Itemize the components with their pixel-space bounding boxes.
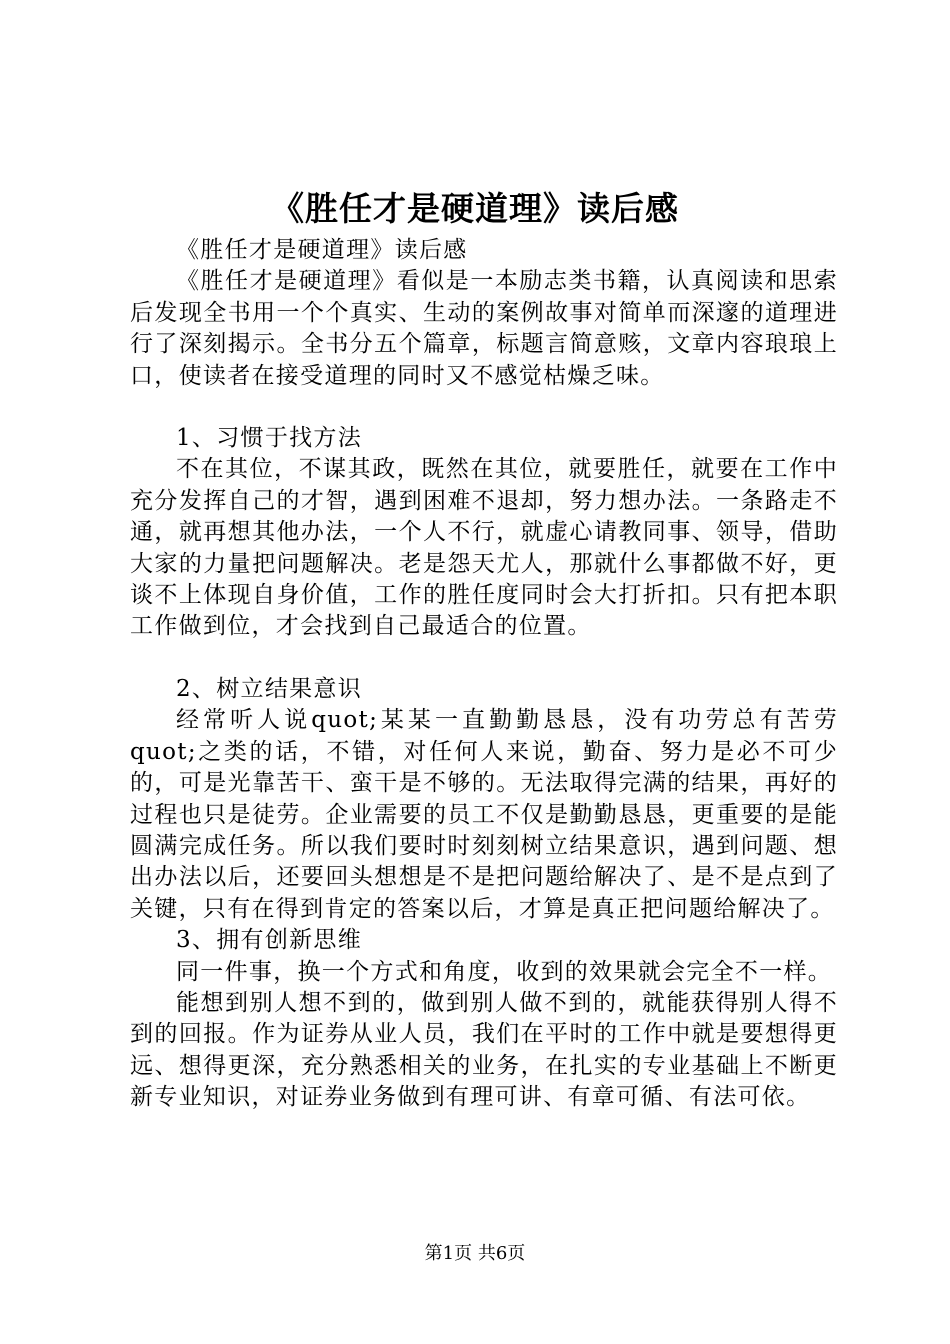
section-1-heading: 1、习惯于找方法 [176, 425, 363, 452]
document-title: 《胜任才是硬道理》读后感 [271, 189, 679, 228]
intro-paragraph: 《胜任才是硬道理》看似是一本励志类书籍，认真阅读和思索后发现全书用一个个真实、生动的案例故事对简单而深邃的道理进行了深刻揭示。全书分五个篇章，标题言简意赅，文章内容琅琅上口，使读者在接受道理的同时又不感觉枯燥乏味。 [130, 268, 838, 389]
section-3-paragraph-2: 能想到别人想不到的，做到别人做不到的，就能获得别人得不到的回报。作为证券从业人员，我们在平时的工作中就是要想得更远、想得更深，充分熟悉相关的业务，在扎实的专业基础上不断更新专业知识，对证券业务做到有理可讲、有章可循、有法可依。 [130, 989, 838, 1111]
document-subtitle: 《胜任才是硬道理》读后感 [176, 237, 468, 263]
section-3-paragraph-1: 同一件事，换一个方式和角度，收到的效果就会完全不一样。 [176, 958, 833, 985]
section-1-paragraph: 不在其位，不谋其政，既然在其位，就要胜任，就要在工作中充分发挥自己的才智，遇到困难不退却，努力想办法。一条路走不通，就再想其他办法，一个人不行，就虚心请教同事、领导，借助大家的力量把问题解决。老是怨天尤人，那就什么事都做不好，更谈不上体现自身价值，工作的胜任度同时会大打折扣。只有把本职工作做到位，才会找到自己最适合的位置。 [130, 456, 838, 640]
section-2-heading: 2、树立结果意识 [176, 675, 363, 702]
section-2-paragraph: 经常听人说quot;某某一直勤勤恳恳，没有功劳总有苦劳quot;之类的话，不错，对任何人来说，勤奋、努力是必不可少的，可是光靠苦干、蛮干是不够的。无法取得完满的结果，再好的过程也只是徒劳。企业需要的员工不仅是勤勤恳恳，更重要的是能圆满完成任务。所以我们要时时刻刻树立结果意识，遇到问题、想出办法以后，还要回头想想是不是把问题给解决了、是不是点到了关键，只有在得到肯定的答案以后，才算是真正把问题给解决了。 [130, 707, 838, 922]
page-number-footer: 第1页 共6页 [424, 1243, 526, 1264]
document-body [130, 235, 838, 1114]
section-3-heading: 3、拥有创新思维 [176, 927, 363, 954]
